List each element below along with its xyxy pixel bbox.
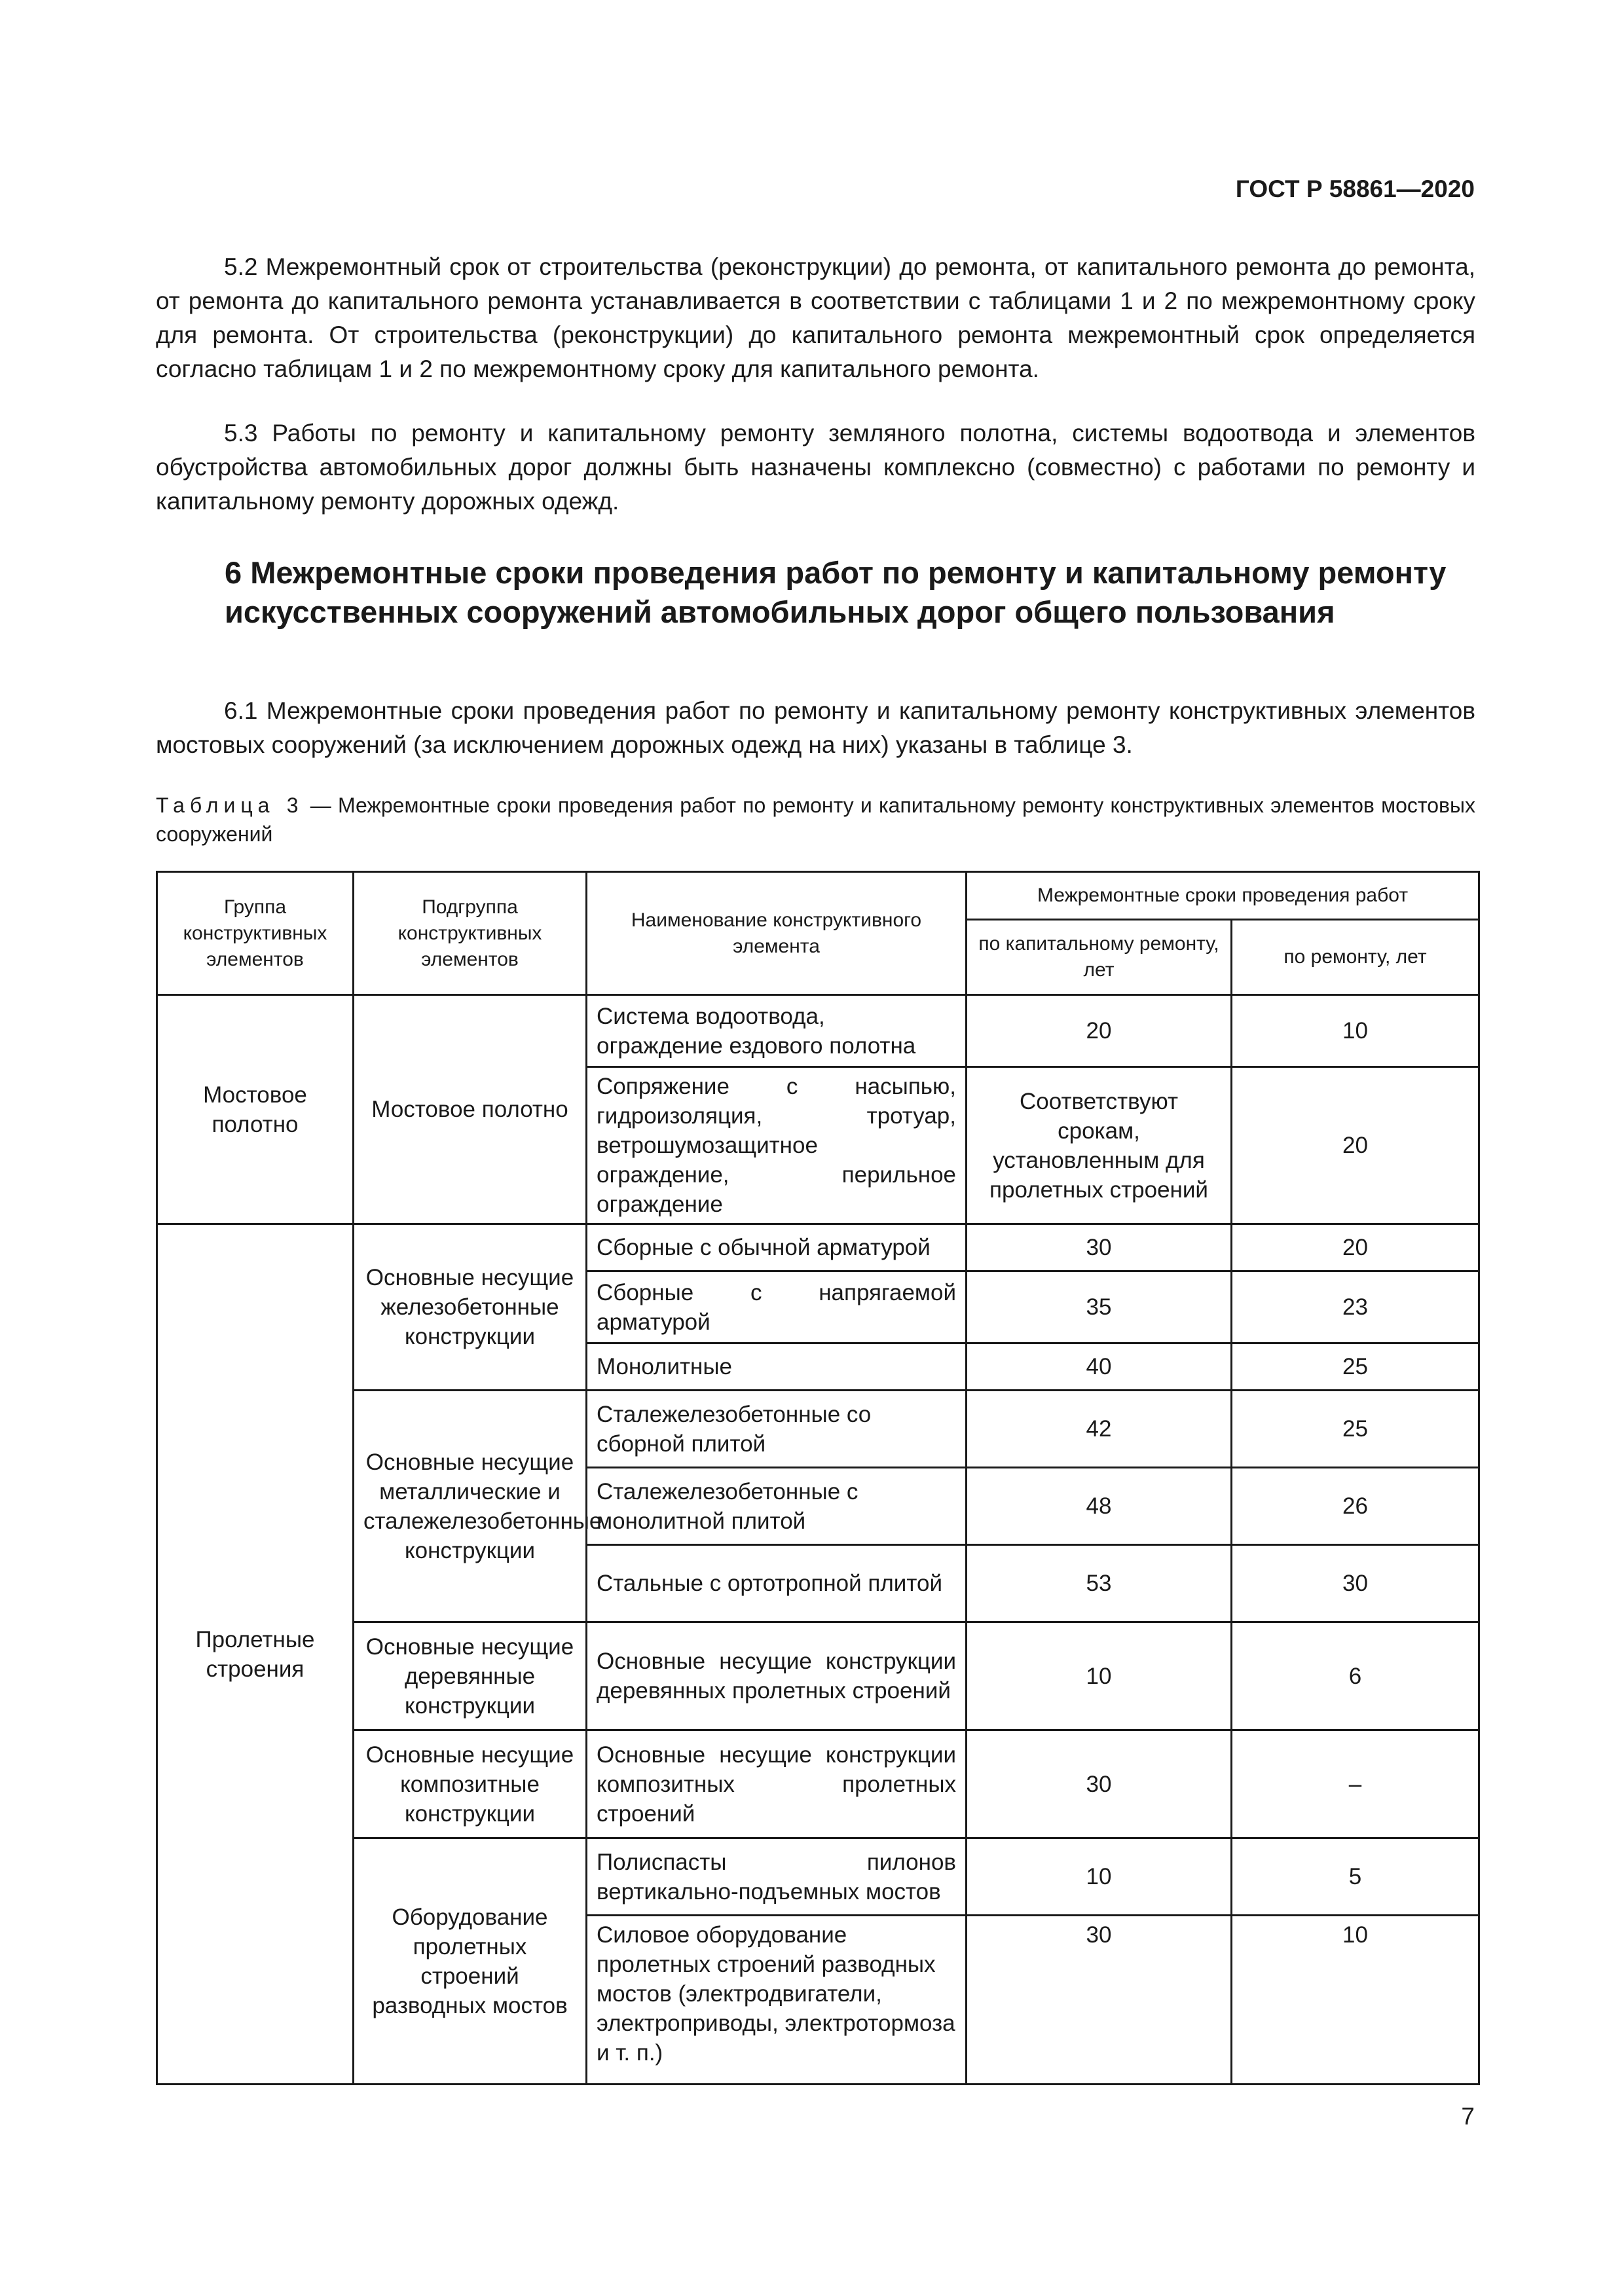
header-subgroup: Подгруппа конструктивных элементов: [354, 872, 587, 995]
element-name-cell: Сопряжение с насыпью, гидроизоляция, тротуар, ветрошумозащитное ограждение, перильное ограждение: [587, 1067, 967, 1224]
capital-cell: 10: [967, 1622, 1232, 1730]
paragraph-5-2-text: 5.2 Межремонтный срок от строительства (реконструкции) до ремонта, от капитального ремонта до ремонта, от ремонта до капитального ремонта устанавливается в соответствии с таблицами 1 и 2 по межремонтному сроку для ремонта. От строительства (реконструкции) до капитального ремонта межремонтный срок определяется согласно таблицам 1 и 2 по межремонтному сроку для капитального ремонта.: [156, 253, 1475, 382]
capital-cell: 30: [967, 1916, 1232, 2085]
capital-cell: 30: [967, 1730, 1232, 1838]
subgroup-cell: Основные несущие композитные конструкции: [354, 1730, 587, 1838]
repair-cell: 5: [1232, 1838, 1479, 1916]
repair-cell: 30: [1232, 1545, 1479, 1622]
element-name-cell: Стальные с ортотропной плитой: [587, 1545, 967, 1622]
capital-cell: 20: [967, 995, 1232, 1067]
table-row: [157, 995, 1479, 1067]
repair-cell: 6: [1232, 1622, 1479, 1730]
group-cell: Пролетные строения: [157, 1224, 354, 2085]
element-name-cell: Система водоотвода, ограждение ездового полотна: [587, 995, 967, 1067]
header-group: Группа конструктивных элементов: [157, 872, 354, 995]
table-3: [156, 871, 1480, 2085]
repair-cell: 25: [1232, 1343, 1479, 1391]
repair-cell: 20: [1232, 1224, 1479, 1271]
repair-cell: 26: [1232, 1468, 1479, 1545]
repair-cell: 10: [1232, 995, 1479, 1067]
element-name-cell: Монолитные: [587, 1343, 967, 1391]
page-number: 7: [1461, 2103, 1475, 2130]
paragraph-5-2: [156, 250, 1475, 386]
header-periods: Межремонтные сроки проведения работ: [967, 872, 1479, 920]
capital-cell: 53: [967, 1545, 1232, 1622]
table-caption-text: — Межремонтные сроки проведения работ по ремонту и капитальному ремонту конструктивных элементов мостовых сооружений: [156, 793, 1476, 846]
subgroup-cell: Основные несущие деревянные конструкции: [354, 1622, 587, 1730]
table-caption: [156, 791, 1475, 848]
paragraph-6-1-text: 6.1 Межремонтные сроки проведения работ по ремонту и капитальному ремонту конструктивных элементов мостовых сооружений (за исключением дорожных одежд на них) указаны в таблице 3.: [156, 697, 1475, 758]
header-name: Наименование конструктивного элемента: [587, 872, 967, 995]
subgroup-cell: Основные несущие металлические и сталежелезобетонные конструкции: [354, 1391, 587, 1622]
capital-cell: 30: [967, 1224, 1232, 1271]
element-name-cell: Сталежелезобетонные со сборной плитой: [587, 1391, 967, 1468]
capital-cell: 35: [967, 1271, 1232, 1343]
element-name-cell: Сборные с напрягаемой арматурой: [587, 1271, 967, 1343]
header-repair: по ремонту, лет: [1232, 920, 1479, 995]
repair-cell: –: [1232, 1730, 1479, 1838]
repair-cell: 10: [1232, 1916, 1479, 2085]
standard-code: ГОСТ Р 58861—2020: [1235, 175, 1475, 202]
paragraph-5-3: [156, 416, 1475, 519]
table-row: [157, 1224, 1479, 1271]
capital-cell: 10: [967, 1838, 1232, 1916]
subgroup-cell: Мостовое полотно: [354, 995, 587, 1224]
table-row: [157, 1730, 1479, 1838]
subgroup-cell: Оборудование пролетных строений разводных мостов: [354, 1838, 587, 2085]
repair-cell: 25: [1232, 1391, 1479, 1468]
table-row: [157, 1391, 1479, 1468]
element-name-cell: Основные несущие конструкции деревянных пролетных строений: [587, 1622, 967, 1730]
element-name-cell: Силовое оборудование пролетных строений разводных мостов (электродвигатели, электроприводы, электротормоза и т. п.): [587, 1916, 967, 2085]
element-name-cell: Сталежелезобетонные с монолитной плитой: [587, 1468, 967, 1545]
element-name-cell: Сборные с обычной арматурой: [587, 1224, 967, 1271]
table-caption-lead: Таблица 3: [156, 793, 304, 817]
repair-cell: 20: [1232, 1067, 1479, 1224]
element-name-cell: Основные несущие конструкции композитных пролетных строений: [587, 1730, 967, 1838]
paragraph-5-3-text: 5.3 Работы по ремонту и капитальному ремонту земляного полотна, системы водоотвода и элементов обустройства автомобильных дорог должны быть назначены комплексно (совместно) с работами по ремонту и капитальному ремонту дорожных одежд.: [156, 420, 1475, 515]
table-header-row: [157, 872, 1479, 920]
repair-cell: 23: [1232, 1271, 1479, 1343]
capital-cell: 42: [967, 1391, 1232, 1468]
capital-cell: 40: [967, 1343, 1232, 1391]
table-row: [157, 1622, 1479, 1730]
group-cell: Мостовое полотно: [157, 995, 354, 1224]
capital-cell: 48: [967, 1468, 1232, 1545]
subgroup-cell: Основные несущие железобетонные конструкции: [354, 1224, 587, 1391]
table-row: [157, 1838, 1479, 1916]
section-6-heading: 6 Межремонтные сроки проведения работ по ремонту и капитальному ремонту искусственных сооружений автомобильных дорог общего пользования: [225, 555, 1447, 629]
header-capital: по капитальному ремонту, лет: [967, 920, 1232, 995]
capital-cell: Соответствуют срокам, установленным для пролетных строений: [967, 1067, 1232, 1224]
element-name-cell: Полиспасты пилонов вертикально-подъемных мостов: [587, 1838, 967, 1916]
paragraph-6-1: [156, 694, 1475, 762]
